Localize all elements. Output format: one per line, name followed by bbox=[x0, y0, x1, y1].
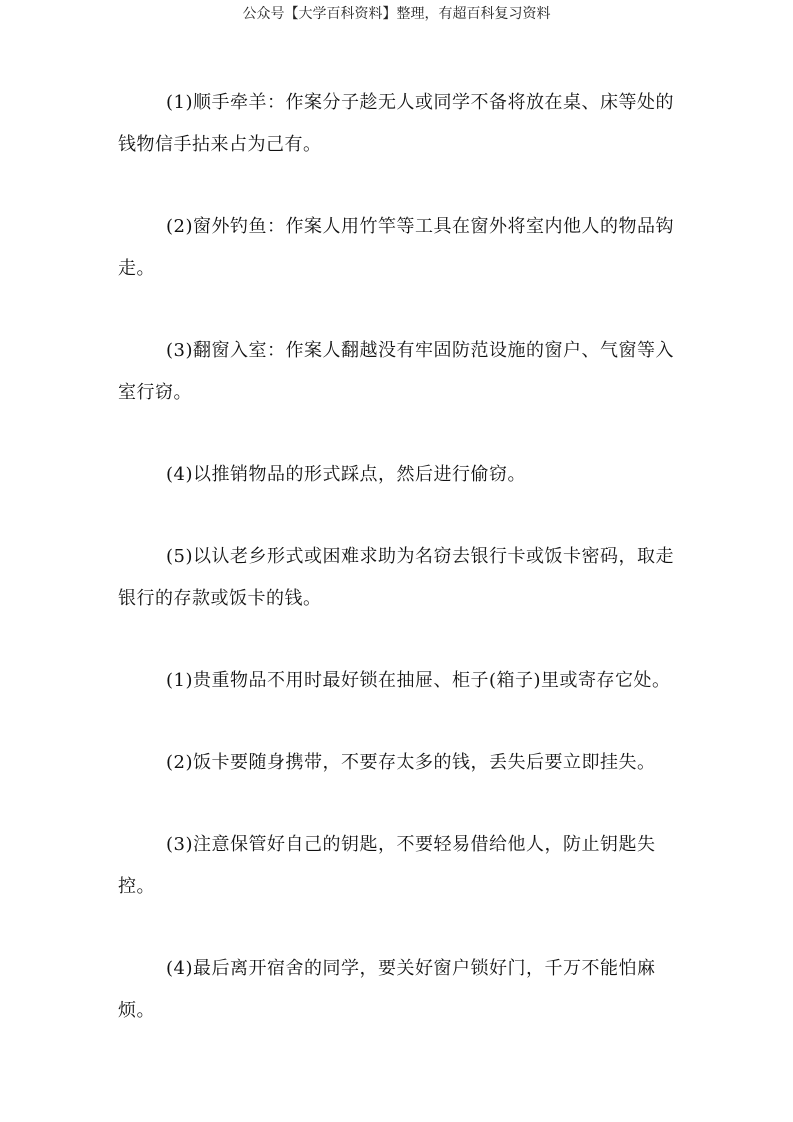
paragraph-8: (3)注意保管好自己的钥匙，不要轻易借给他人，防止钥匙失控。 bbox=[118, 834, 656, 897]
document-body bbox=[118, 82, 678, 1072]
paragraph-9: (4)最后离开宿舍的同学，要关好窗户锁好门，千万不能怕麻烦。 bbox=[118, 958, 656, 1021]
paragraph-2: (2)窗外钓鱼：作案人用竹竿等工具在窗外将室内他人的物品钩走。 bbox=[118, 216, 674, 279]
paragraph-1: (1)顺手牵羊：作案分子趁无人或同学不备将放在桌、床等处的钱物信手拈来占为己有。 bbox=[118, 92, 674, 155]
paragraph-4: (4)以推销物品的形式踩点，然后进行偷窃。 bbox=[166, 464, 526, 485]
paragraph-6: (1)贵重物品不用时最好锁在抽屉、柜子(箱子)里或寄存它处。 bbox=[166, 670, 671, 691]
page-header: 公众号【大学百科资料】整理，有超百科复习资料 bbox=[242, 6, 551, 22]
paragraph-3: (3)翻窗入室：作案人翻越没有牢固防范设施的窗户、气窗等入室行窃。 bbox=[118, 340, 674, 403]
paragraph-7: (2)饭卡要随身携带，不要存太多的钱，丢失后要立即挂失。 bbox=[166, 752, 656, 773]
paragraph-5: (5)以认老乡形式或困难求助为名窃去银行卡或饭卡密码，取走银行的存款或饭卡的钱。 bbox=[118, 546, 674, 609]
